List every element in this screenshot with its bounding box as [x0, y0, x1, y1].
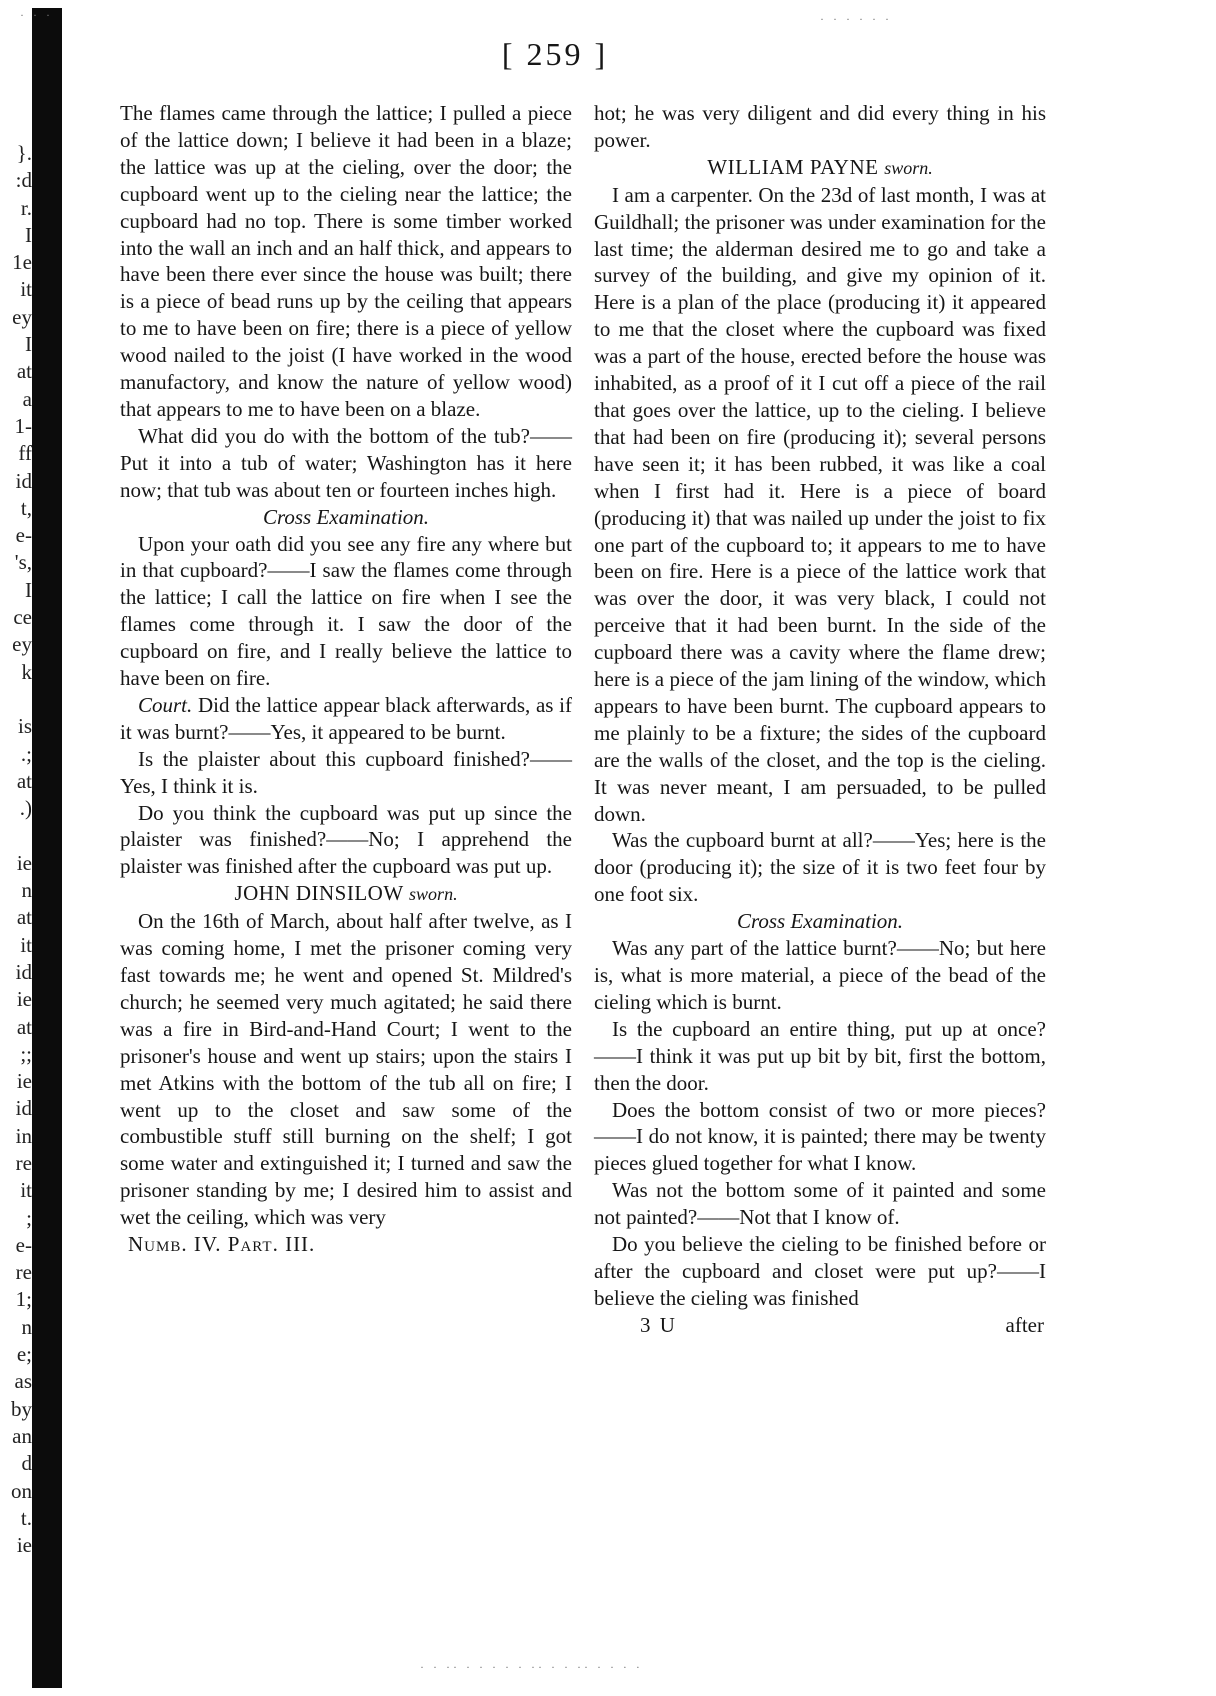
paragraph: Was the cupboard burnt at all?——Yes; here is the door (producing it); the size of it is two feet four by one foot six.	[594, 828, 1046, 907]
bleed-fragment: is	[17, 714, 32, 739]
bleed-fragment: ie	[16, 1069, 32, 1094]
witness-name: JOHN DINSILOW	[234, 881, 404, 906]
bleed-fragment: d	[21, 1451, 32, 1476]
bleed-fragment: id	[15, 1096, 32, 1121]
bleed-fragment: ff	[18, 441, 32, 466]
bleed-fragment: re	[15, 1150, 32, 1175]
signature-mark: 3 U	[640, 1312, 677, 1337]
witness-heading	[594, 154, 1046, 182]
bleed-fragment: :d	[15, 168, 32, 193]
page-footer	[594, 1312, 1046, 1339]
scan-speckle: · · ·· · · · · · ·· · · ·· · · · ·	[420, 1660, 643, 1674]
paragraph: Do you believe the cieling to be finished before or after the cupboard and closet were put up?——I believe the cieling was finished	[594, 1232, 1046, 1310]
bleed-fragment: it	[20, 277, 32, 302]
bleed-fragment: 1e	[12, 250, 32, 275]
paragraph-text: Did the lattice appear black afterwards, as if it was burnt?——Yes, it appeared to be burnt.	[120, 692, 573, 744]
bleed-fragment	[2, 686, 32, 713]
scan-speckle: · · · · · ·	[820, 12, 892, 26]
witness-name: WILLIAM PAYNE	[707, 154, 879, 179]
bleed-fragment: at	[16, 905, 32, 930]
bleed-fragment: .;	[20, 741, 32, 766]
bleed-fragment: t.	[20, 1505, 32, 1530]
bleed-fragment: ey	[12, 632, 32, 657]
bleed-fragment: an	[12, 1423, 32, 1448]
catchword: after	[1005, 1312, 1044, 1337]
left-column	[120, 100, 572, 1258]
bleed-fragment: in	[15, 1123, 32, 1148]
bleed-fragment: by	[11, 1396, 32, 1421]
bleed-fragment: ey	[12, 304, 32, 329]
paragraph	[120, 692, 572, 746]
bleed-fragment: ie	[16, 987, 32, 1012]
paragraph: Upon your oath did you see any fire any where but in that cupboard?——I saw the flames come through the lattice; I call the lattice on fire when I see the flames come through it. I saw the door of the cupboard on fire, and I really believe the lattice to have been on fire.	[120, 531, 572, 691]
page-number: [ 259 ]	[501, 36, 609, 72]
paragraph: Do you think the cupboard was put up since the plaister was finished?——No; I apprehend the plaister was finished after the cupboard was put up.	[120, 800, 572, 879]
paragraph: On the 16th of March, about half after twelve, as I was coming home, I met the prisoner coming very fast towards me; he went and opened St. Mildred's church; he seemed very much agitated; he said there was a fire in Bird-and-Hand Court; I went to the prisoner's house and went up stairs; upon the stairs I met Atkins with the bottom of the tub all on fire; I went up to the closet and saw some of the combustible stuff still burning on the shelf; I got some water and extinguished it; I turned and saw the prisoner standing by me; I desired him to assist and wet the ceiling, which was very	[120, 909, 572, 1230]
speaker-label: Court.	[138, 692, 193, 717]
bleed-fragment: a	[22, 386, 32, 411]
bleed-fragment: id	[15, 468, 32, 493]
bleed-fragment: e-	[15, 1232, 32, 1257]
paragraph: hot; he was very diligent and did every thing in his power.	[594, 101, 1046, 152]
bleed-fragment: ie	[16, 850, 32, 875]
witness-heading	[120, 880, 572, 908]
bleed-fragment: it	[20, 932, 32, 957]
bleed-fragment: at	[16, 1014, 32, 1039]
sworn-label: sworn.	[884, 157, 933, 178]
paragraph: Is the plaister about this cupboard finished?——Yes, I think it is.	[120, 746, 572, 798]
sworn-label: sworn.	[409, 884, 458, 905]
bleed-fragment: k	[21, 659, 32, 684]
signature-line: Numb. IV. Part. III.	[128, 1232, 316, 1257]
bleed-fragment: ie	[16, 1533, 32, 1558]
bleed-fragment: ;;	[20, 1041, 32, 1066]
bleed-fragment: n	[21, 1314, 32, 1339]
right-column	[594, 100, 1046, 1339]
section-heading: Cross Examination.	[262, 504, 430, 529]
section-heading: Cross Examination.	[736, 909, 904, 934]
bleed-fragment: id	[15, 959, 32, 984]
bleed-fragment: .)	[19, 796, 32, 821]
bleed-fragment: 1;	[15, 1287, 32, 1312]
paragraph: Does the bottom consist of two or more pieces?——I do not know, it is painted; there may be twenty pieces glued together for what I know.	[594, 1097, 1046, 1176]
bleed-fragment: it	[20, 1178, 32, 1203]
paragraph: What did you do with the bottom of the tub?——Put it into a tub of water; Washington has it here now; that tub was about ten or fourteen inches high.	[120, 423, 572, 502]
bleed-fragment: ;	[26, 1205, 32, 1230]
paragraph: Was any part of the lattice burnt?——No; but here is, what is more material, a piece of the bead of the cieling which is burnt.	[594, 936, 1046, 1014]
paragraph: I am a carpenter. On the 23d of last month, I was at Guildhall; the prisoner was under examination for the last time; the alderman desired me to go and take a survey of the building, and give my opinion of it. Here is a plan of the place (producing it) it appeared to me that the closet where the cupboard was fixed was a part of the house, erected before the house was inhabited, as a proof of it I cut off a piece of the rail that goes over the lattice, up to the cieling. I believe that had been on fire (producing it); several persons have seen it; it has been rubbed, it was like a coal when I first had it. Here is a piece of board (producing it) that was nailed up under the joist to fix one part of the cupboard to; it appears to me to have been on fire. Here is a piece of the lattice work that was over the door, it was very black, I could not perceive that it had been burnt. In the side of the cupboard there was a cavity where the flame drew; here is a piece of the jam lining of the window, which appears to have been burnt. The cupboard appears to me plainly to be a fixture; the sides of the cupboard are the walls of the closet, and the top is the cieling. It was never meant, I am persuaded, to be pulled down.	[594, 182, 1046, 826]
bleed-fragment: ce	[13, 605, 32, 630]
bleed-fragment: 's,	[14, 550, 32, 575]
bleed-fragment: r.	[20, 195, 32, 220]
paragraph: Is the cupboard an entire thing, put up at once?——I think it was put up bit by bit, first the bottom, then the door.	[594, 1016, 1046, 1095]
bleed-fragment: as	[14, 1369, 32, 1394]
bleed-fragment: }.	[16, 141, 32, 165]
facing-page-bleed	[2, 140, 32, 1559]
bleed-fragment: t,	[20, 495, 32, 520]
bleed-fragment: on	[11, 1478, 32, 1503]
bleed-fragment: I	[25, 577, 32, 602]
binding-gutter-shadow	[32, 8, 62, 1688]
scan-speckle: · · ·	[20, 8, 53, 22]
bleed-fragment: e-	[15, 523, 32, 548]
bleed-fragment: re	[15, 1260, 32, 1285]
bleed-fragment: at	[16, 359, 32, 384]
paragraph: The flames came through the lattice; I pulled a piece of the lattice down; I believe it had been in a blaze; the lattice was up at the cieling, over the door; the cupboard went up to the cieling near the lattice; the cupboard had no top. There is some timber worked into the wall an inch and an half thick, and appears to have been there ever since the house was built; there is a piece of bead runs up by the ceiling that appears to me to have been on fire; there is a piece of yellow wood nailed to the joist (I have worked in the wood manufactory, and know the nature of yellow wood) that appears to me to have been on a blaze.	[120, 101, 572, 421]
bleed-fragment: 1-	[14, 413, 32, 438]
bleed-fragment: n	[21, 878, 32, 903]
bleed-fragment: e;	[16, 1342, 32, 1367]
bleed-fragment: I	[25, 222, 32, 247]
bleed-fragment: I	[25, 332, 32, 357]
paragraph: Was not the bottom some of it painted and some not painted?——Not that I know of.	[594, 1178, 1046, 1230]
bleed-fragment: at	[16, 768, 32, 793]
bleed-fragment	[2, 822, 32, 849]
